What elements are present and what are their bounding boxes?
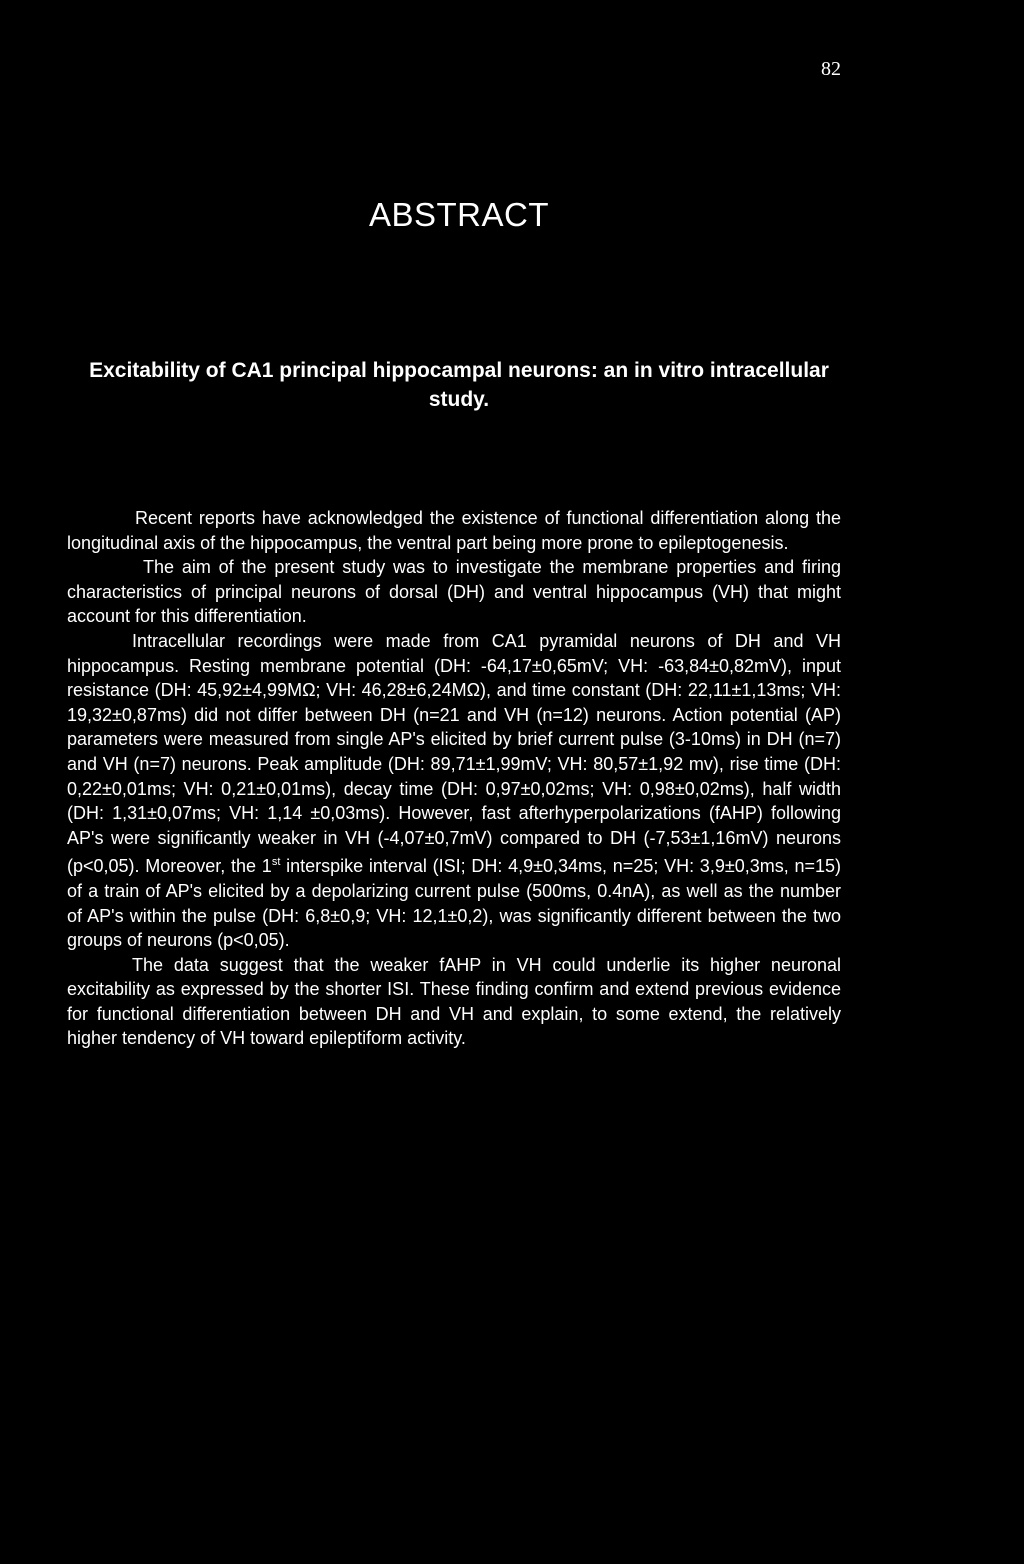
results-text-part1: Intracellular recordings were made from CA1 pyramidal neurons of DH and VH hippocampus. Resting membrane potential (DH: -64,17±0,65mV; VH: -63,84±0,82mV), input resistance (DH: 45,92±4,99MΩ; VH: 46,28±6,24MΩ), and time constant (DH: 22,11±1,13ms; VH: 19,32±0,87ms) did not differ between DH (n=21 and VH (n=12) neurons. Action potential (AP) parameters were measured from single AP's elicited by brief current pulse (3-10ms) in DH (n=7) and VH (n=7) neurons. Peak amplitude (DH: 89,71±1,99mV; VH: 80,57±1,92 mv), rise time (DH: 0,22±0,01ms; VH: 0,21±0,01ms), decay time (DH: 0,97±0,02ms; VH: 0,98±0,02ms), half width (DH: 1,31±0,07ms; VH: 1,14 ±0,03ms). However, fast afterhyperpolarizations (fAHP) following AP's were significantly weaker in VH (-4,07±0,7mV) compared to DH (-7,53±1,16mV) neurons (p<0,05). Moreover, the 1 xyxy=(67,630,841,877)
page-number: 82 xyxy=(821,58,841,80)
paper-title: Excitability of CA1 principal hippocampal neurons: an in vitro intracellular study. xyxy=(89,359,829,411)
results-text-part2: interspike interval (ISI; DH: 4,9±0,34ms, n=25; VH: 3,9±0,3ms, n=15) of a train of AP's elicited by a depolarizing current pulse (500ms, 0.4nA), as well as the number of AP's within the pulse (DH: 6,8±0,9; VH: 12,1±0,2), was significantly different between the two groups of neurons (p<0,05). xyxy=(67,856,841,951)
abstract-paragraph-results xyxy=(67,629,841,953)
ordinal-superscript: st xyxy=(271,856,281,869)
abstract-paragraph-conclusion: The data suggest that the weaker fAHP in VH could underlie its higher neuronal excitability as expressed by the shorter ISI. These finding confirm and extend previous evidence for functional differentiation between DH and VH and explain, to some extend, the relatively higher tendency of VH toward epileptiform activity. xyxy=(67,954,841,1049)
abstract-body xyxy=(67,506,841,1051)
abstract-paragraph-aim: The aim of the present study was to investigate the membrane properties and firing characteristics of principal neurons of dorsal (DH) and ventral hippocampus (VH) that might account for this differentiation. xyxy=(67,557,841,627)
abstract-heading: ABSTRACT xyxy=(368,196,550,233)
abstract-paragraph-background: Recent reports have acknowledged the existence of functional differentiation along the longitudinal axis of the hippocampus, the ventral part being more prone to epileptogenesis. xyxy=(67,508,841,553)
